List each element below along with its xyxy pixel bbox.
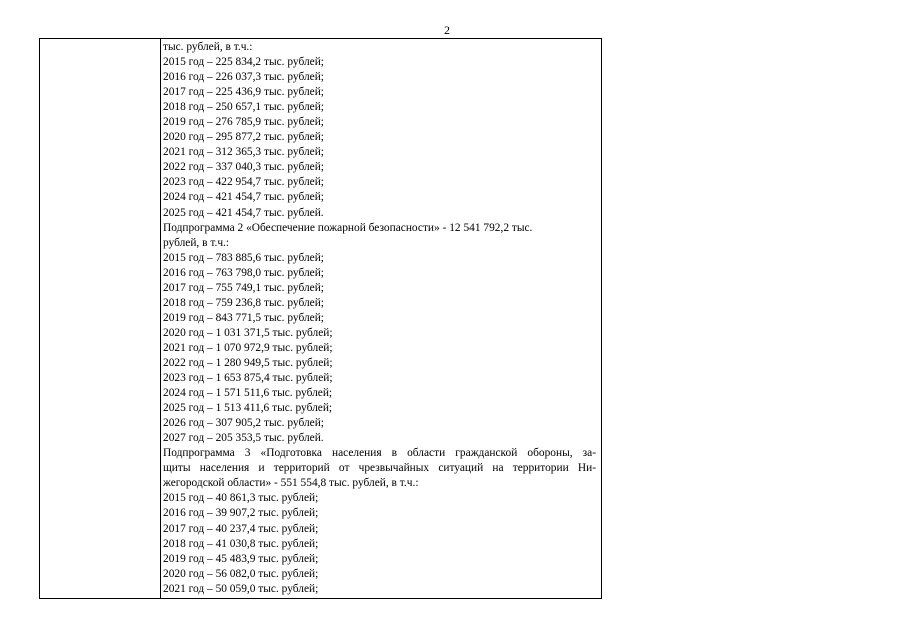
text-line: 2017 год – 40 237,4 тыс. рублей;: [163, 522, 319, 535]
text-line: 2015 год – 225 834,2 тыс. рублей;: [163, 56, 324, 69]
text-line: 2027 год – 205 353,5 тыс. рублей.: [163, 432, 324, 445]
text-line: 2024 год – 421 454,7 тыс. рублей;: [163, 191, 324, 204]
text-line: 2025 год – 1 513 411,6 тыс. рублей;: [163, 402, 333, 415]
text-line: 2016 год – 763 798,0 тыс. рублей;: [163, 266, 324, 279]
subprogram-3-heading-cont: щиты населения и территорий от чрезвычайных ситуаций на территории Ни-: [163, 462, 596, 475]
text-line: 2020 год – 295 877,2 тыс. рублей;: [163, 131, 324, 144]
text-line: тыс. рублей, в т.ч.:: [163, 41, 253, 53]
text-line: 2020 год – 1 031 371,5 тыс. рублей;: [163, 326, 333, 339]
text-line: 2023 год – 422 954,7 тыс. рублей;: [163, 176, 324, 189]
subprogram-2-heading: Подпрограмма 2 «Обеспечение пожарной безопасности» - 12 541 792,2 тыс.: [163, 221, 533, 234]
text-line: 2023 год – 1 653 875,4 тыс. рублей;: [163, 372, 333, 385]
column-divider: [160, 39, 161, 598]
text-line: 2020 год – 56 082,0 тыс. рублей;: [163, 567, 319, 580]
text-line: 2021 год – 1 070 972,9 тыс. рублей;: [163, 341, 333, 354]
text-line: 2021 год – 312 365,3 тыс. рублей;: [163, 146, 324, 159]
text-line: 2018 год – 250 657,1 тыс. рублей;: [163, 101, 324, 114]
page-number: 2: [444, 23, 450, 37]
funding-text-cell: [163, 40, 596, 597]
text-line: 2021 год – 50 059,0 тыс. рублей;: [163, 582, 319, 595]
text-line: 2022 год – 1 280 949,5 тыс. рублей;: [163, 356, 333, 369]
text-line: 2017 год – 225 436,9 тыс. рублей;: [163, 86, 324, 99]
subprogram-3-heading: Подпрограмма 3 «Подготовка населения в области гражданской обороны, за-: [163, 447, 596, 460]
text-line: 2018 год – 759 236,8 тыс. рублей;: [163, 296, 324, 309]
document-table: [39, 38, 602, 599]
text-line: 2019 год – 843 771,5 тыс. рублей;: [163, 311, 324, 324]
text-line: 2025 год – 421 454,7 тыс. рублей.: [163, 206, 324, 219]
text-line: 2016 год – 226 037,3 тыс. рублей;: [163, 71, 324, 84]
text-line: 2016 год – 39 907,2 тыс. рублей;: [163, 507, 319, 520]
text-line: рублей, в т.ч.:: [163, 236, 230, 249]
text-line: 2024 год – 1 571 511,6 тыс. рублей;: [163, 387, 333, 400]
text-line: 2018 год – 41 030,8 тыс. рублей;: [163, 537, 319, 550]
text-line: жегородской области» - 551 554,8 тыс. рублей, в т.ч.:: [163, 477, 419, 490]
text-line: 2015 год – 783 885,6 тыс. рублей;: [163, 251, 324, 264]
text-line: 2022 год – 337 040,3 тыс. рублей;: [163, 161, 324, 174]
text-line: 2026 год – 307 905,2 тыс. рублей;: [163, 417, 324, 430]
text-line: 2017 год – 755 749,1 тыс. рублей;: [163, 281, 324, 294]
text-line: 2015 год – 40 861,3 тыс. рублей;: [163, 492, 319, 505]
text-line: 2019 год – 45 483,9 тыс. рублей;: [163, 552, 319, 565]
text-line: 2019 год – 276 785,9 тыс. рублей;: [163, 116, 324, 129]
